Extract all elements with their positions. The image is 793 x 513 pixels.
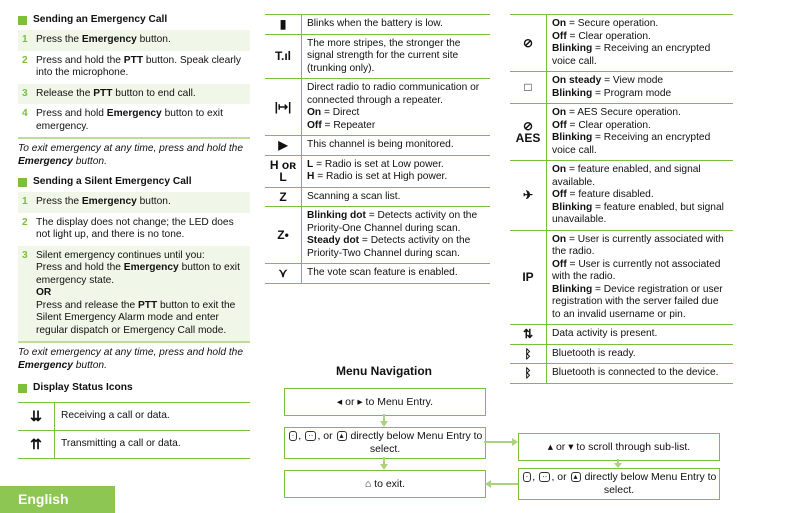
- status-icon-description: Receiving a call or data.: [61, 410, 170, 422]
- ip-icon: IP: [510, 231, 547, 325]
- status-icon-row: [510, 104, 733, 161]
- arrowhead-down-2: [380, 464, 388, 470]
- status-icon-description: Scanning a scan list.: [307, 190, 401, 202]
- sublist-select-box: · , ·· , or ▴ directly below Menu Entry to select.: [518, 468, 720, 500]
- status-icon-description: Data activity is present.: [552, 328, 658, 339]
- status-icon-description: L = Radio is set at Low power. H = Radio is set at High power.: [307, 158, 448, 182]
- status-icon-table-middle: [265, 14, 490, 284]
- step-2: [18, 51, 250, 84]
- status-icon-description: The vote scan feature is enabled.: [307, 267, 458, 278]
- emergency-exit-note: To exit emergency at any time, press and hold the Emergency button.: [18, 137, 250, 170]
- status-icon-description: Direct radio to radio communication or connected through a repeater. On = Direct Off = Repeater: [307, 82, 480, 131]
- status-icon-row: [510, 364, 733, 384]
- step-text: Release the PTT button to end call.: [36, 87, 196, 99]
- status-icon-description: On = User is currently associated with the radio. Off = User is currently not associated with the radio. Blinking = Device registration or user registration with the server failed due to an invalid username or pin.: [552, 233, 724, 320]
- step-3: [18, 246, 250, 342]
- vote-scan-icon: ⋎: [265, 264, 302, 283]
- status-icon-description: On = AES Secure operation. Off = Clear operation. Blinking = Receiving an encrypted voice call.: [552, 107, 711, 156]
- section-marker-icon: [18, 178, 27, 187]
- step-text: Silent emergency continues until you: Press and hold the Emergency button to exit emergency state. OR Press and release the PTT button to exit the Silent Emergency Alarm mode and enter regular dispatch or Emergency Call mode.: [36, 249, 240, 336]
- battery-icon: ▮: [265, 15, 302, 34]
- status-icon-row: [18, 403, 250, 431]
- status-icon-row: [510, 72, 733, 104]
- signal-strength-icon: T.ıl: [265, 35, 302, 79]
- menu-navigation-title: Menu Navigation: [335, 364, 432, 378]
- status-icon-row: [510, 15, 733, 72]
- status-icon-row: [510, 161, 733, 231]
- step-number: 3: [22, 87, 28, 99]
- column-1: [18, 10, 250, 459]
- status-icon-description: Blinking dot = Detects activity on the Priority-One Channel during scan. Steady dot = Detects activity on the Priority-Two Channel during scan.: [307, 210, 478, 259]
- status-icon-row: [265, 79, 490, 136]
- status-icon-description: Transmitting a call or data.: [61, 438, 181, 450]
- status-icon-row: [265, 188, 490, 208]
- sublist-scroll-box: ▴ or ▾ to scroll through sub-list.: [518, 433, 720, 461]
- program-mode-icon: □: [510, 72, 547, 103]
- arrowhead-down-3: [614, 463, 622, 468]
- softkey-right-icon: ▴: [337, 431, 347, 441]
- emergency-call-steps: [18, 30, 250, 137]
- step-text: Press the Emergency button.: [36, 196, 171, 207]
- softkey-middle-icon: ··: [305, 431, 316, 441]
- step-number: 2: [22, 54, 28, 66]
- status-icon-row: [510, 325, 733, 345]
- step-number: 4: [22, 108, 28, 119]
- menu-exit-box: ⌂ to exit.: [284, 470, 486, 498]
- status-icon-description: Bluetooth is ready.: [552, 347, 636, 359]
- feature-icon: ✈: [510, 161, 547, 230]
- section-marker-icon: [18, 384, 27, 393]
- status-icon-description: Blinks when the battery is low.: [307, 18, 443, 29]
- step-text: The display does not change; the LED does not light up, and there is no tone.: [36, 216, 234, 240]
- status-icons-table: [18, 402, 250, 459]
- softkey-right-icon: ▴: [571, 472, 581, 482]
- transmitting-icon: ⇈: [18, 431, 55, 458]
- status-icon-row: [510, 231, 733, 326]
- status-icon-row: [265, 156, 490, 188]
- status-icon-description: Bluetooth is connected to the device.: [552, 367, 719, 378]
- power-level-icon: H ᴏʀ L: [265, 156, 302, 187]
- step-2: [18, 213, 250, 246]
- arrowhead-left: [485, 480, 491, 488]
- bluetooth-connected-icon: ᛒ: [510, 364, 547, 383]
- status-icon-row: [18, 431, 250, 459]
- priority-scan-icon: Z•: [265, 207, 302, 263]
- emergency-call-heading: Sending an Emergency Call: [18, 10, 250, 30]
- status-icon-description: On = Secure operation. Off = Clear operation. Blinking = Receiving an encrypted voice call.: [552, 18, 711, 67]
- arrow-right: [484, 441, 514, 443]
- secure-icon: ⊘: [510, 15, 547, 71]
- status-icon-row: [265, 207, 490, 264]
- talkaround-icon: |↦|: [265, 79, 302, 135]
- status-icon-description: On steady = View mode Blinking = Program mode: [552, 75, 672, 99]
- status-icon-description: The more stripes, the stronger the signal strength for the current site (trunking only).: [307, 37, 461, 74]
- bluetooth-icon: ᛒ: [510, 345, 547, 364]
- step-text: Press the Emergency button.: [36, 34, 171, 45]
- step-1: [18, 30, 250, 51]
- step-number: 1: [22, 34, 28, 45]
- silent-exit-note: To exit emergency at any time, press and hold the Emergency button.: [18, 341, 250, 374]
- softkey-left-icon: ·: [289, 431, 298, 441]
- step-text: Press and hold the PTT button. Speak clearly into the microphone.: [36, 54, 242, 78]
- step-number: 1: [22, 196, 28, 207]
- step-3: [18, 84, 250, 105]
- softkey-left-icon: ·: [523, 472, 532, 482]
- aes-secure-icon: ⊘ AES: [510, 104, 547, 160]
- receiving-icon: ⇊: [18, 403, 55, 430]
- status-icons-heading: Display Status Icons: [18, 378, 250, 398]
- softkey-middle-icon: ··: [539, 472, 550, 482]
- menu-entry-box: ◂ or ▸ to Menu Entry.: [284, 388, 486, 416]
- step-1: [18, 192, 250, 213]
- silent-call-steps: [18, 192, 250, 341]
- step-number: 3: [22, 249, 28, 261]
- status-icon-description: On = feature enabled, and signal available. Off = feature disabled. Blinking = feature enabled, but signal unavailable.: [552, 164, 724, 225]
- language-tab: English: [0, 486, 115, 513]
- menu-select-box: · , ·· , or ▴ directly below Menu Entry to select.: [284, 427, 486, 459]
- step-number: 2: [22, 216, 28, 228]
- status-icon-row: [265, 35, 490, 80]
- scan-icon: Z: [265, 188, 302, 207]
- status-icon-row: [265, 264, 490, 284]
- status-icon-description: This channel is being monitored.: [307, 139, 454, 150]
- status-icon-row: [265, 15, 490, 35]
- status-icon-row: [265, 136, 490, 156]
- arrow-left: [490, 483, 518, 485]
- arrowhead-down-1: [380, 421, 388, 427]
- section-marker-icon: [18, 16, 27, 25]
- monitor-icon: ▶: [265, 136, 302, 155]
- step-text: Press and hold Emergency button to exit emergency.: [36, 108, 223, 132]
- step-4: [18, 104, 250, 137]
- data-activity-icon: ⇅: [510, 325, 547, 344]
- status-icon-table-right: [510, 14, 733, 384]
- status-icon-row: [510, 345, 733, 365]
- silent-call-heading: Sending a Silent Emergency Call: [18, 172, 250, 192]
- arrowhead-right: [512, 438, 518, 446]
